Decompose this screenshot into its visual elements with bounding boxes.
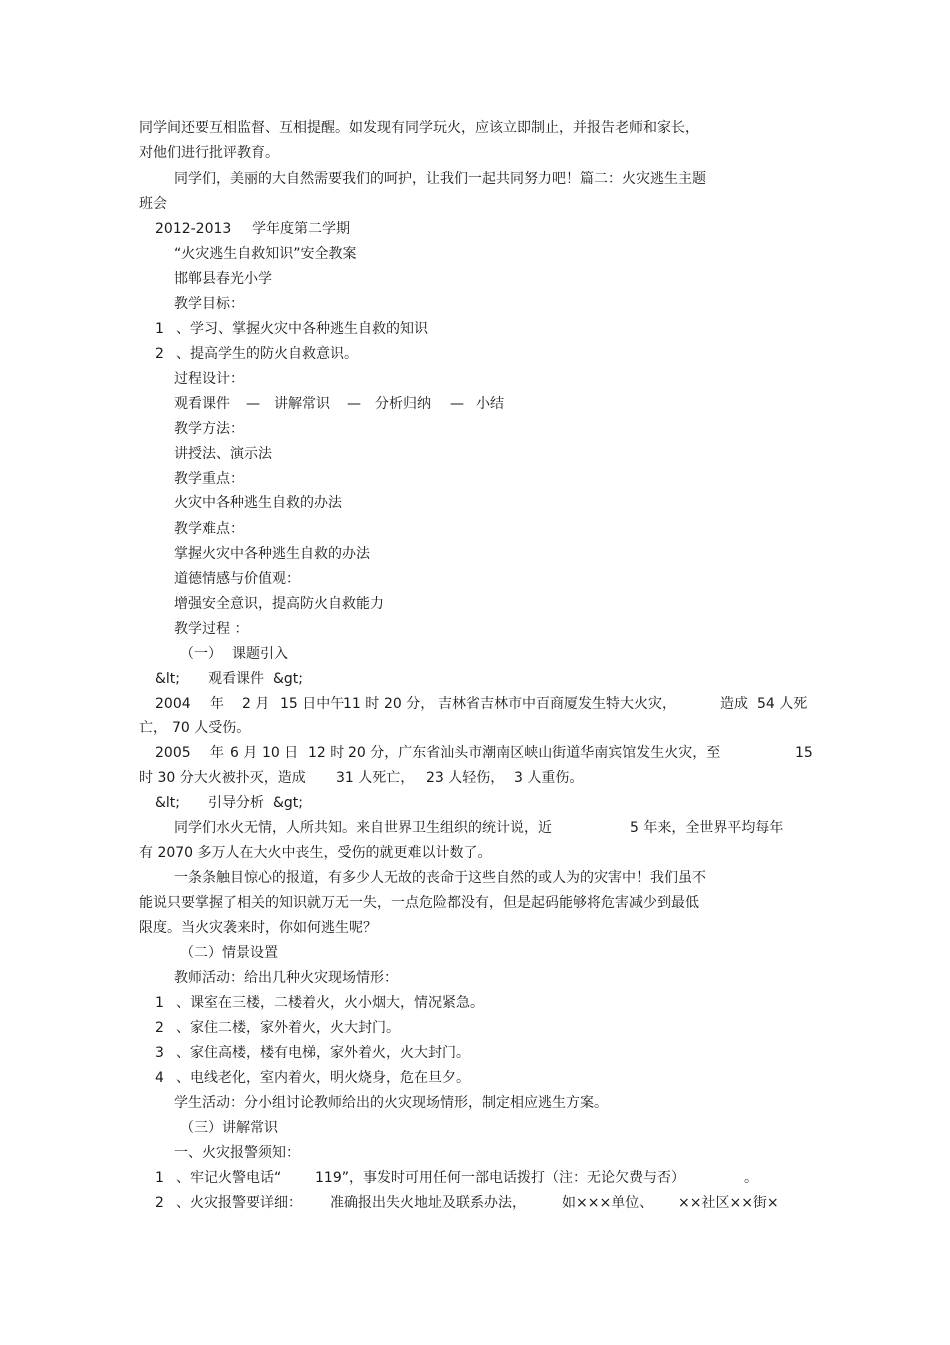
text-segment: 2005	[155, 745, 191, 761]
text-segment: 12 时	[308, 745, 345, 761]
text-segment: —	[246, 396, 260, 412]
text-segment: 教学难点：	[174, 521, 244, 537]
text-segment: 10 日	[262, 745, 299, 761]
text-segment: 能说只要掌握了相关的知识就万无一失，一点危险都没有，但是起码能够将危害减少到最低	[139, 895, 699, 911]
text-segment: 同学们，美丽的大自然需要我们的呵护，让我们一起共同努力吧！篇二：火灾逃生主题	[174, 171, 706, 187]
text-segment: 如×××单位、	[562, 1195, 654, 1211]
text-segment: 119”，事发时可用任何一部电话拨打（注：无论欠费与否）	[315, 1170, 685, 1186]
text-segment: 15 日中午	[280, 696, 345, 712]
text-segment: 2	[155, 346, 164, 362]
text-segment: 教学过程 ：	[174, 621, 249, 637]
text-segment: 、课室在三楼，二楼着火，火小烟大，情况紧急。	[176, 995, 484, 1011]
text-segment: 教学目标：	[174, 296, 244, 312]
text-segment: 学年度第二学期	[252, 221, 350, 237]
text-segment: —	[450, 396, 464, 412]
text-segment: 限度。当火灾袭来时，你如何逃生呢？	[139, 920, 377, 936]
text-segment: 3 人重伤。	[514, 770, 584, 786]
text-segment: 掌握火灾中各种逃生自救的办法	[174, 546, 370, 562]
text-segment: 70 人受伤。	[172, 720, 251, 736]
text-segment: 1	[155, 1170, 164, 1186]
text-segment: ××社区××街×	[678, 1195, 779, 1211]
text-segment: 、火灾报警要详细：	[176, 1195, 302, 1211]
text-segment: 15	[795, 745, 813, 761]
text-segment: 一、火灾报警须知：	[174, 1145, 300, 1161]
text-segment: 吉林省吉林市中百商厦发生特大火灾，	[438, 696, 676, 712]
text-segment: 观看课件	[208, 671, 264, 687]
text-segment: 讲授法、演示法	[174, 446, 272, 462]
text-segment: 31 人死亡，	[336, 770, 415, 786]
text-segment: 对他们进行批评教育。	[139, 145, 279, 161]
text-segment: 小结	[476, 396, 504, 412]
text-segment: 课题引入	[232, 646, 288, 662]
text-segment: 、家住二楼，家外着火，火大封门。	[176, 1020, 400, 1036]
text-segment: 有 2070 多万人在大火中丧生，受伤的就更难以计数了。	[139, 845, 492, 861]
text-segment: 一条条触目惊心的报道，有多少人无故的丧命于这些自然的或人为的灾害中！我们虽不	[174, 870, 706, 886]
text-segment: 6 月	[230, 745, 258, 761]
text-segment: 20 分，广东省汕头市潮南区峡山街道华南宾馆发生火灾，至	[348, 745, 721, 761]
text-segment: 同学们水火无情，人所共知。来自世界卫生组织的统计说，近	[174, 820, 552, 836]
text-segment: 、家住高楼，楼有电梯，家外着火，火大封门。	[176, 1045, 470, 1061]
text-segment: 2	[155, 1020, 164, 1036]
text-segment: 20 分，	[384, 696, 435, 712]
text-segment: 讲解常识	[274, 396, 330, 412]
text-segment: 学生活动：分小组讨论教师给出的火灾现场情形，制定相应逃生方案。	[174, 1095, 608, 1111]
text-segment: （二）情景设置	[180, 945, 278, 961]
text-segment: 造成	[720, 696, 748, 712]
text-segment: &lt;	[155, 671, 181, 687]
text-segment: 教学重点：	[174, 471, 244, 487]
text-segment: 54 人死	[757, 696, 808, 712]
text-segment: 引导分析	[208, 795, 264, 811]
text-segment: “火灾逃生自救知识”安全教案	[174, 246, 357, 262]
text-segment: &gt;	[273, 671, 304, 687]
text-segment: 教学方法：	[174, 421, 244, 437]
text-segment: 观看课件	[174, 396, 230, 412]
text-segment: 、提高学生的防火自救意识。	[176, 346, 358, 362]
text-segment: 年	[210, 696, 224, 712]
text-segment: 5 年来，全世界平均每年	[630, 820, 784, 836]
text-segment: 1	[155, 321, 164, 337]
text-segment: 2	[155, 1195, 164, 1211]
text-segment: 、电线老化，室内着火，明火烧身，危在旦夕。	[176, 1070, 470, 1086]
text-segment: 过程设计：	[174, 371, 244, 387]
text-segment: 。	[744, 1170, 758, 1186]
text-segment: 邯郸县春光小学	[174, 271, 272, 287]
text-segment: 同学间还要互相监督、互相提醒。如发现有同学玩火，应该立即制止，并报告老师和家长，	[139, 120, 699, 136]
text-segment: 时 30 分大火被扑灭，造成	[139, 770, 306, 786]
text-segment: 亡，	[139, 720, 167, 736]
text-segment: 2012-2013	[155, 221, 232, 237]
text-segment: （三）讲解常识	[180, 1120, 278, 1136]
text-segment: 3	[155, 1045, 164, 1061]
text-segment: 分析归纳	[375, 396, 431, 412]
text-segment: 教师活动：给出几种火灾现场情形：	[174, 970, 398, 986]
text-segment: 年	[210, 745, 224, 761]
text-segment: 道德情感与价值观：	[174, 571, 300, 587]
text-segment: &lt;	[155, 795, 181, 811]
text-segment: 、学习、掌握火灾中各种逃生自救的知识	[176, 321, 428, 337]
text-segment: 1	[155, 995, 164, 1011]
text-segment: 2004	[155, 696, 191, 712]
text-segment: &gt;	[273, 795, 304, 811]
text-segment: 、牢记火警电话“	[176, 1170, 282, 1186]
text-segment: 班会	[139, 196, 167, 212]
text-segment: 4	[155, 1070, 164, 1086]
text-segment: 2 月	[242, 696, 270, 712]
text-segment: —	[347, 396, 361, 412]
text-segment: 增强安全意识，提高防火自救能力	[174, 596, 384, 612]
text-segment: 23 人轻伤，	[426, 770, 505, 786]
text-segment: （一）	[180, 646, 222, 662]
text-segment: 火灾中各种逃生自救的办法	[174, 495, 342, 511]
text-segment: 准确报出失火地址及联系办法，	[330, 1195, 526, 1211]
text-segment: 11 时	[343, 696, 380, 712]
